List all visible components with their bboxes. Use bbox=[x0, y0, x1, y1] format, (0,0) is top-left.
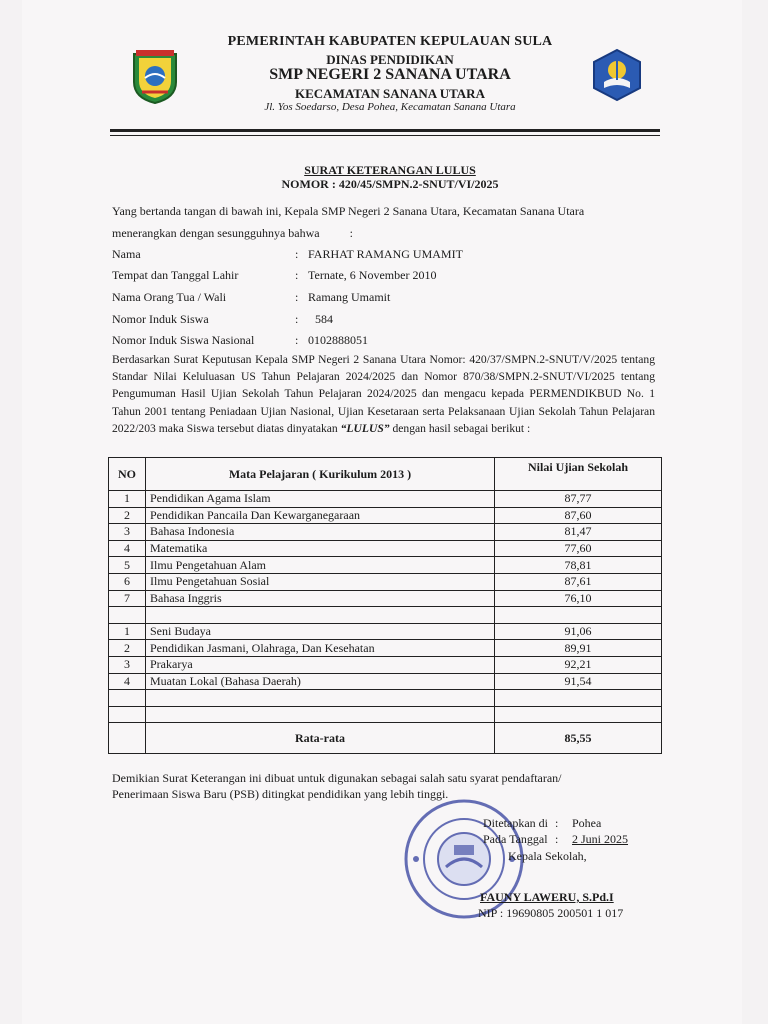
sign-name: FAUNY LAWERU, S.Pd.I bbox=[480, 890, 614, 904]
field-value: 0102888051 bbox=[308, 333, 368, 347]
table-row-empty bbox=[109, 607, 662, 624]
document-number: NOMOR : 420/45/SMPN.2-SNUT/VI/2025 bbox=[281, 177, 499, 191]
sign-place-label: Ditetapkan di bbox=[483, 816, 548, 830]
row-subject: Muatan Lokal (Bahasa Daerah) bbox=[146, 673, 495, 690]
field-label: Nama Orang Tua / Wali bbox=[112, 290, 227, 304]
row-subject: Bahasa Inggris bbox=[146, 590, 495, 607]
header-divider-thick bbox=[110, 129, 660, 132]
row-score: 87,77 bbox=[495, 491, 662, 508]
row-no: 1 bbox=[109, 623, 146, 640]
row-subject: Ilmu Pengetahuan Alam bbox=[146, 557, 495, 574]
table-row bbox=[109, 623, 662, 640]
intro-line-2: menerangkan dengan sesungguhnya bahwa : bbox=[112, 226, 353, 240]
average-row bbox=[109, 723, 662, 754]
row-subject: Matematika bbox=[146, 540, 495, 557]
field-label: Nomor Induk Siswa Nasional bbox=[112, 333, 255, 347]
lulus-status: “LULUS” bbox=[340, 421, 390, 435]
row-score: 91,06 bbox=[495, 623, 662, 640]
intro-line-1: Yang bertanda tangan di bawah ini, Kepala SMP Negeri 2 Sanana Utara, Kecamatan Sanana Utara bbox=[112, 204, 585, 218]
row-subject: Bahasa Indonesia bbox=[146, 524, 495, 541]
table-header-row bbox=[109, 458, 662, 491]
row-no: 1 bbox=[109, 491, 146, 508]
field-value: FARHAT RAMANG UMAMIT bbox=[308, 247, 463, 261]
field-label: Tempat dan Tanggal Lahir bbox=[112, 268, 239, 282]
document-title: SURAT KETERANGAN LULUS bbox=[304, 163, 476, 177]
row-no: 4 bbox=[109, 540, 146, 557]
row-score: 89,91 bbox=[495, 640, 662, 657]
row-no: 2 bbox=[109, 507, 146, 524]
row-score: 87,60 bbox=[495, 507, 662, 524]
row-subject: Pendidikan Jasmani, Olahraga, Dan Kesehatan bbox=[146, 640, 495, 657]
table-row bbox=[109, 540, 662, 557]
row-score: 92,21 bbox=[495, 656, 662, 673]
header-district: KECAMATAN SANANA UTARA bbox=[295, 86, 485, 101]
row-score: 91,54 bbox=[495, 673, 662, 690]
table-row bbox=[109, 557, 662, 574]
closing-line-1: Demikian Surat Keterangan ini dibuat untuk digunakan sebagai salah satu syarat pendaftaran/ bbox=[112, 771, 562, 785]
row-subject: Pendidikan Pancaila Dan Kewarganegaraan bbox=[146, 507, 495, 524]
row-no: 5 bbox=[109, 557, 146, 574]
header-no: NO bbox=[109, 458, 146, 491]
sign-nip: NIP : 19690805 200501 1 017 bbox=[478, 906, 624, 920]
field-label: Nomor Induk Siswa bbox=[112, 312, 209, 326]
sign-date-value: 2 Juni 2025 bbox=[572, 832, 629, 846]
row-score: 77,60 bbox=[495, 540, 662, 557]
field-label: Nama bbox=[112, 247, 141, 261]
decision-text: Berdasarkan Surat Keputusan Kepala SMP Negeri 2 Sanana Utara Nomor: 420/37/SMPN.2-SNUT/V/2025 tentang Standar Nilai Keluluasan US Tahun Pelajaran 2024/2025 dan Nomor 870/38/SMPN.2-SNUT/VI/2025 tentang Pengumuman Hasil Ujian Sekolah Tahun Pelajaran 2024/2025 dan mengacu kepada PERMENDIKBUD No. 1 Tahun 2001 tentang Peniadaan Ujian Nasional, Ujian Kesetaraan serta Pelaksanaan Ujian Sekolah Tahun Pelajaran 2022/203 maka Siswa tersebut diatas dinyatakan bbox=[112, 353, 655, 435]
table-row-empty bbox=[109, 690, 662, 707]
table-row bbox=[109, 640, 662, 657]
row-no: 3 bbox=[109, 524, 146, 541]
closing-line-2: Penerimaan Siswa Baru (PSB) ditingkat pendidikan yang lebih tinggi. bbox=[112, 787, 449, 801]
row-score: 76,10 bbox=[495, 590, 662, 607]
table-row bbox=[109, 590, 662, 607]
table-row bbox=[109, 673, 662, 690]
row-no: 7 bbox=[109, 590, 146, 607]
field-value: 584 bbox=[315, 312, 333, 326]
row-subject: Ilmu Pengetahuan Sosial bbox=[146, 573, 495, 590]
header-subject: Mata Pelajaran ( Kurikulum 2013 ) bbox=[146, 458, 495, 491]
row-no: 4 bbox=[109, 673, 146, 690]
header-school-name: SMP NEGERI 2 SANANA UTARA bbox=[269, 66, 511, 83]
row-score: 78,81 bbox=[495, 557, 662, 574]
row-no: 2 bbox=[109, 640, 146, 657]
header-address: Jl. Yos Soedarso, Desa Pohea, Kecamatan Sanana Utara bbox=[264, 101, 516, 113]
field-value: Ramang Umamit bbox=[308, 290, 391, 304]
table-row-empty bbox=[109, 706, 662, 723]
decision-tail: dengan hasil sebagai berikut : bbox=[389, 421, 531, 435]
table-row bbox=[109, 656, 662, 673]
table-row bbox=[109, 573, 662, 590]
grades-table bbox=[108, 457, 662, 754]
average-label: Rata-rata bbox=[146, 723, 495, 754]
row-subject: Pendidikan Agama Islam bbox=[146, 491, 495, 508]
sign-position: Kepala Sekolah, bbox=[508, 849, 587, 863]
sign-place-value: Pohea bbox=[572, 816, 602, 830]
row-no: 3 bbox=[109, 656, 146, 673]
table-row bbox=[109, 507, 662, 524]
row-subject: Prakarya bbox=[146, 656, 495, 673]
average-value: 85,55 bbox=[495, 723, 662, 754]
header-agency: DINAS PENDIDIKAN bbox=[326, 52, 454, 67]
table-row bbox=[109, 491, 662, 508]
header-score: Nilai Ujian Sekolah bbox=[495, 458, 662, 491]
row-score: 81,47 bbox=[495, 524, 662, 541]
table-row bbox=[109, 524, 662, 541]
header-government: PEMERINTAH KABUPATEN KEPULAUAN SULA bbox=[227, 34, 553, 49]
header-divider-thin bbox=[110, 135, 660, 136]
row-no: 6 bbox=[109, 573, 146, 590]
row-subject: Seni Budaya bbox=[146, 623, 495, 640]
field-value: Ternate, 6 November 2010 bbox=[308, 268, 437, 282]
row-score: 87,61 bbox=[495, 573, 662, 590]
decision-paragraph bbox=[112, 351, 655, 437]
sign-date-label: Pada Tanggal bbox=[483, 832, 548, 846]
